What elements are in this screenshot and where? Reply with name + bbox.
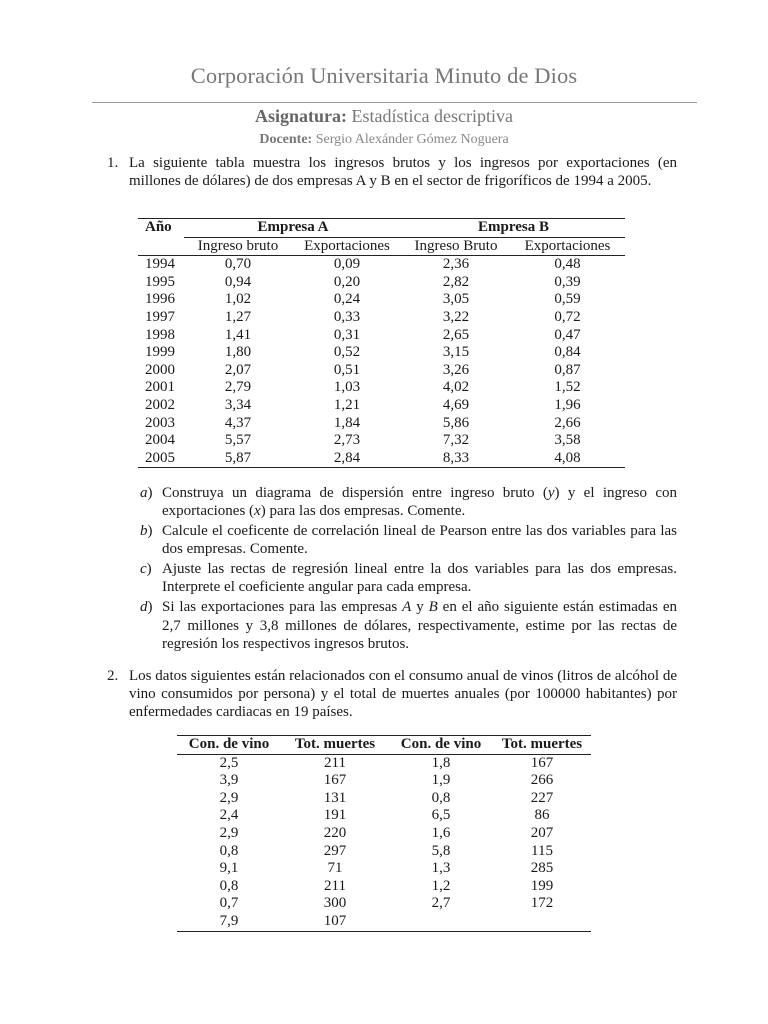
table-row — [138, 274, 625, 292]
item-text: Si las exportaciones para las empresas A y B en el año siguiente están estimadas en 2,7 millones y 3,8 millones de dólares, respectivamente, estime por las rectas de regresión los respectivos ingresos brutos. — [162, 599, 677, 652]
value-cell: 0,20 — [333, 273, 361, 290]
table-row — [177, 825, 591, 843]
company-a-header: Empresa A — [184, 219, 402, 238]
value-cell: 0,33 — [333, 308, 361, 325]
value-cell: 115 — [531, 842, 553, 859]
value-cell: 3,9 — [219, 772, 239, 789]
value-cell: 0,72 — [554, 308, 581, 325]
value-cell: 207 — [530, 824, 554, 841]
value-cell: 0,7 — [219, 895, 239, 912]
export-income-table — [138, 218, 625, 468]
company-b-header: Empresa B — [402, 219, 625, 238]
problem-2-text: Los datos siguientes están relacionados con el consumo anual de vinos (litros de alcóhol de vino consumidos por persona) y el total de muertes anuales (por 100000 habitantes) por enfermedades cardiacas en 19 países. — [129, 668, 677, 721]
year-cell: 2001 — [145, 379, 175, 396]
column-header: Tot. muertes — [281, 736, 389, 755]
value-cell: 2,36 — [442, 256, 470, 273]
value-cell: 220 — [323, 824, 347, 841]
column-header: Tot. muertes — [493, 736, 591, 755]
subject-value: Estadística descriptiva — [351, 106, 513, 126]
year-cell: 1996 — [145, 291, 175, 308]
value-cell: 1,52 — [554, 379, 581, 396]
value-cell: 2,9 — [219, 824, 239, 841]
column-header: Exportaciones — [292, 237, 402, 256]
wine-deaths-table — [177, 735, 591, 932]
year-cell: 1997 — [145, 308, 175, 325]
year-cell: 1999 — [145, 344, 175, 361]
value-cell: 0,24 — [333, 291, 361, 308]
value-cell: 1,6 — [431, 824, 451, 841]
subject-label: Asignatura: — [255, 106, 348, 126]
question-item — [140, 484, 677, 521]
value-cell: 211 — [324, 877, 346, 894]
table-row — [138, 327, 625, 345]
year-cell: 2005 — [145, 449, 175, 466]
value-cell: 4,08 — [554, 449, 581, 466]
question-item — [140, 598, 677, 653]
value-cell: 71 — [327, 860, 343, 877]
problem-2-number: 2. — [107, 668, 119, 684]
value-cell: 266 — [530, 772, 554, 789]
table-row — [138, 397, 625, 415]
table-row — [177, 843, 591, 861]
value-cell: 0,39 — [554, 273, 581, 290]
item-text: Construya un diagrama de dispersión entre ingreso bruto (y) y el ingreso con exportaciones (x) para las dos empresas. Comente. — [162, 485, 677, 520]
value-cell: 2,66 — [554, 414, 581, 431]
table-row — [177, 895, 591, 913]
table-row — [177, 860, 591, 878]
value-cell: 2,4 — [219, 807, 239, 824]
value-cell: 0,52 — [333, 344, 361, 361]
year-cell: 2004 — [145, 432, 175, 449]
teacher-line — [0, 132, 768, 148]
value-cell: 2,79 — [224, 379, 252, 396]
item-label: b) — [140, 523, 153, 540]
value-cell: 191 — [323, 807, 347, 824]
value-cell: 1,8 — [431, 754, 451, 771]
item-letter: a — [140, 485, 148, 501]
value-cell: 0,94 — [224, 273, 252, 290]
question-item — [140, 522, 677, 559]
blank-header-cell — [138, 237, 184, 256]
value-cell: 4,37 — [224, 414, 252, 431]
value-cell: 167 — [323, 772, 347, 789]
column-header: Ingreso bruto — [184, 237, 292, 256]
year-header: Año — [145, 219, 172, 236]
value-cell: 5,8 — [431, 842, 451, 859]
value-cell: 1,41 — [224, 326, 252, 343]
value-cell: 9,1 — [219, 860, 239, 877]
table-row — [138, 309, 625, 327]
value-cell: 5,87 — [224, 449, 252, 466]
value-cell: 4,02 — [442, 379, 470, 396]
value-cell: 2,07 — [224, 361, 252, 378]
question-item — [140, 560, 677, 597]
problem-2-statement — [107, 667, 677, 722]
value-cell: 2,5 — [219, 754, 239, 771]
year-cell: 1994 — [145, 256, 175, 273]
value-cell: 0,8 — [219, 842, 239, 859]
item-text: Calcule el coeficente de correlación lineal de Pearson entre las dos variables para las dos empresas. Comente. — [162, 523, 677, 558]
value-cell: 2,84 — [333, 449, 361, 466]
item-letter: c — [140, 561, 147, 578]
value-cell: 3,15 — [442, 344, 470, 361]
value-cell: 0,87 — [554, 361, 581, 378]
table-row — [177, 772, 591, 790]
value-cell: 0,8 — [219, 877, 239, 894]
value-cell: 0,48 — [554, 256, 581, 273]
value-cell: 7,32 — [442, 432, 470, 449]
value-cell: 107 — [323, 912, 347, 929]
value-cell: 167 — [530, 754, 554, 771]
item-label: d) — [140, 599, 153, 616]
table-row — [138, 256, 625, 274]
table-row — [138, 432, 625, 450]
value-cell: 0,59 — [554, 291, 581, 308]
value-cell: 300 — [323, 895, 347, 912]
value-cell: 86 — [534, 807, 550, 824]
column-header: Con. de vino — [389, 736, 493, 755]
year-cell: 2002 — [145, 396, 175, 413]
value-cell: 0,8 — [431, 789, 451, 806]
value-cell: 1,21 — [333, 396, 361, 413]
value-cell — [493, 913, 591, 931]
subject-line — [0, 106, 768, 127]
value-cell: 1,03 — [333, 379, 361, 396]
item-label: c) — [140, 561, 152, 578]
table-row — [138, 291, 625, 309]
table-row — [177, 878, 591, 896]
year-cell: 1998 — [145, 326, 175, 343]
value-cell: 6,5 — [431, 807, 451, 824]
value-cell: 285 — [530, 860, 554, 877]
year-cell: 2003 — [145, 414, 175, 431]
value-cell: 4,69 — [442, 396, 470, 413]
value-cell: 199 — [530, 877, 554, 894]
value-cell: 1,80 — [224, 344, 252, 361]
value-cell: 1,27 — [224, 308, 252, 325]
item-text: Ajuste las rectas de regresión lineal entre la dos variables para las dos empresas. Interprete el coeficiente angular para cada empresa. — [162, 561, 677, 596]
value-cell: 0,31 — [333, 326, 361, 343]
column-header: Con. de vino — [177, 736, 281, 755]
value-cell: 3,34 — [224, 396, 252, 413]
table-row — [177, 790, 591, 808]
value-cell: 0,84 — [554, 344, 581, 361]
problem-1-number: 1. — [107, 155, 119, 171]
year-cell: 2000 — [145, 361, 175, 378]
table-row — [138, 415, 625, 433]
value-cell: 0,09 — [333, 256, 361, 273]
value-cell: 1,2 — [431, 877, 451, 894]
value-cell: 1,96 — [554, 396, 581, 413]
table-row — [138, 362, 625, 380]
table-row — [177, 913, 591, 931]
table-row — [138, 379, 625, 397]
value-cell: 3,22 — [442, 308, 470, 325]
table-row — [177, 754, 591, 772]
item-letter: d — [140, 599, 148, 616]
value-cell: 1,84 — [333, 414, 361, 431]
value-cell: 2,65 — [442, 326, 470, 343]
value-cell — [389, 913, 493, 931]
item-label: a) — [140, 485, 153, 501]
teacher-value: Sergio Alexánder Gómez Noguera — [315, 132, 509, 147]
year-cell: 1995 — [145, 273, 175, 290]
value-cell: 0,47 — [554, 326, 581, 343]
value-cell: 8,33 — [442, 449, 470, 466]
value-cell: 1,3 — [431, 860, 451, 877]
table-row — [138, 450, 625, 468]
value-cell: 2,7 — [431, 895, 451, 912]
value-cell: 3,58 — [554, 432, 581, 449]
column-header: Ingreso Bruto — [402, 237, 510, 256]
institution-title: Corporación Universitaria Minuto de Dios — [190, 63, 578, 88]
column-header: Exportaciones — [510, 237, 625, 256]
value-cell: 5,57 — [224, 432, 252, 449]
value-cell: 297 — [323, 842, 347, 859]
value-cell: 5,86 — [442, 414, 470, 431]
table-row — [177, 807, 591, 825]
value-cell: 2,9 — [219, 789, 239, 806]
header-rule — [92, 102, 697, 103]
value-cell: 0,51 — [333, 361, 361, 378]
value-cell: 172 — [530, 895, 554, 912]
value-cell: 227 — [530, 789, 554, 806]
table-row — [138, 344, 625, 362]
value-cell: 2,82 — [442, 273, 470, 290]
value-cell: 211 — [324, 754, 346, 771]
problem-1-items — [140, 484, 677, 655]
item-letter: b — [140, 523, 148, 540]
value-cell: 2,73 — [333, 432, 361, 449]
teacher-label: Docente: — [259, 132, 313, 147]
value-cell: 1,9 — [431, 772, 451, 789]
value-cell: 131 — [323, 789, 347, 806]
value-cell: 0,70 — [224, 256, 252, 273]
value-cell: 3,05 — [442, 291, 470, 308]
value-cell: 1,02 — [224, 291, 252, 308]
value-cell: 3,26 — [442, 361, 470, 378]
value-cell: 7,9 — [219, 912, 239, 929]
problem-1-statement — [107, 154, 677, 190]
problem-1-text: La siguiente tabla muestra los ingresos brutos y los ingresos por exportaciones (en millones de dólares) de dos empresas A y B en el sector de frigoríficos de 1994 a 2005. — [129, 155, 677, 190]
